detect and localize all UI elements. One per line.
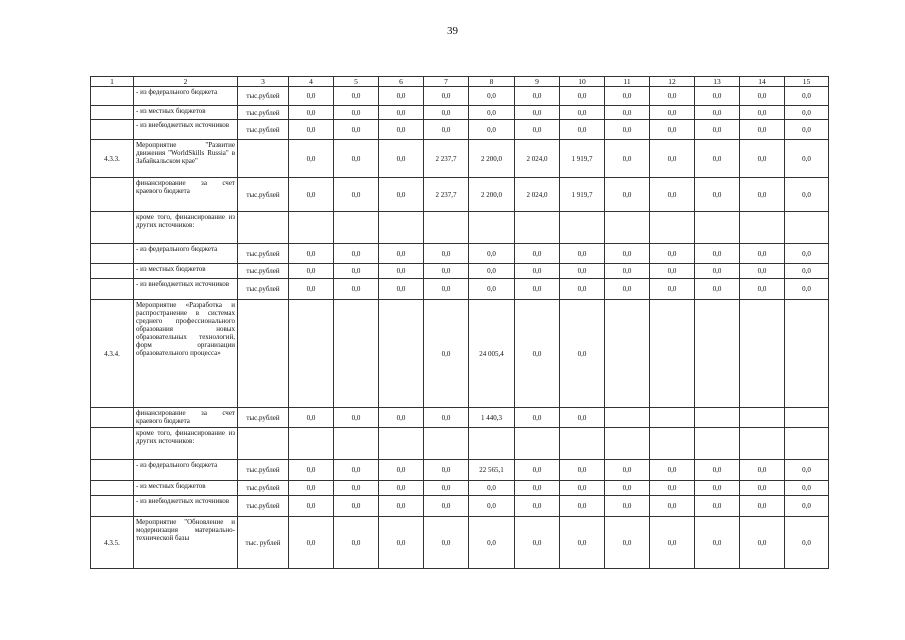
- column-header: 2: [134, 77, 238, 87]
- value-cell: [785, 428, 829, 460]
- value-cell: 0,0: [785, 517, 829, 569]
- value-cell: [469, 428, 515, 460]
- description-cell: - из местных бюджетов: [134, 264, 238, 279]
- value-cell: 0,0: [379, 496, 424, 517]
- value-cell: 0,0: [424, 481, 469, 496]
- value-cell: [289, 300, 334, 408]
- value-cell: 2 024,0: [515, 178, 560, 212]
- value-cell: 0,0: [605, 106, 650, 120]
- value-cell: 0,0: [740, 460, 785, 481]
- value-cell: 0,0: [515, 460, 560, 481]
- value-cell: 0,0: [379, 140, 424, 178]
- item-number-cell: [91, 496, 134, 517]
- value-cell: 0,0: [289, 496, 334, 517]
- value-cell: 0,0: [605, 264, 650, 279]
- value-cell: 0,0: [740, 106, 785, 120]
- value-cell: 0,0: [785, 481, 829, 496]
- value-cell: 0,0: [334, 140, 379, 178]
- value-cell: 0,0: [379, 408, 424, 428]
- value-cell: 0,0: [695, 120, 740, 140]
- value-cell: [469, 212, 515, 244]
- description-cell: - из местных бюджетов: [134, 106, 238, 120]
- description-cell: - из внебюджетных источников: [134, 496, 238, 517]
- value-cell: 0,0: [560, 460, 605, 481]
- value-cell: [695, 428, 740, 460]
- value-cell: 0,0: [605, 244, 650, 264]
- value-cell: 0,0: [560, 244, 605, 264]
- description-cell: Мероприятие «Разработка и распространение в системах среднего профессионального образования новых образовательных технологий, форм организации образовательного процесса»: [134, 300, 238, 408]
- unit-cell: [238, 428, 289, 460]
- table-row: [91, 264, 829, 279]
- value-cell: 0,0: [289, 106, 334, 120]
- item-number-cell: [91, 428, 134, 460]
- value-cell: 0,0: [560, 264, 605, 279]
- description-cell: кроме того, финансирование из других источников:: [134, 212, 238, 244]
- column-header: 12: [650, 77, 695, 87]
- value-cell: 0,0: [740, 496, 785, 517]
- value-cell: 0,0: [289, 264, 334, 279]
- value-cell: 0,0: [650, 517, 695, 569]
- value-cell: 24 005,4: [469, 300, 515, 408]
- value-cell: 0,0: [695, 279, 740, 300]
- description-cell: - из внебюджетных источников: [134, 279, 238, 300]
- value-cell: 0,0: [379, 120, 424, 140]
- table-row: [91, 517, 829, 569]
- unit-cell: тыс.рублей: [238, 496, 289, 517]
- table-row: [91, 212, 829, 244]
- value-cell: 0,0: [334, 279, 379, 300]
- item-number-cell: [91, 460, 134, 481]
- value-cell: [785, 212, 829, 244]
- value-cell: 0,0: [650, 279, 695, 300]
- value-cell: 0,0: [650, 106, 695, 120]
- value-cell: [785, 408, 829, 428]
- value-cell: 0,0: [289, 517, 334, 569]
- value-cell: 0,0: [740, 517, 785, 569]
- value-cell: [560, 212, 605, 244]
- column-header: 8: [469, 77, 515, 87]
- column-header: 4: [289, 77, 334, 87]
- value-cell: 0,0: [695, 460, 740, 481]
- value-cell: 0,0: [515, 517, 560, 569]
- value-cell: 0,0: [469, 279, 515, 300]
- value-cell: 0,0: [695, 87, 740, 106]
- value-cell: [695, 408, 740, 428]
- value-cell: 0,0: [334, 460, 379, 481]
- budget-table: [90, 76, 829, 569]
- value-cell: [424, 212, 469, 244]
- value-cell: 0,0: [289, 460, 334, 481]
- value-cell: [560, 428, 605, 460]
- value-cell: 0,0: [785, 244, 829, 264]
- value-cell: 0,0: [515, 87, 560, 106]
- value-cell: 0,0: [605, 517, 650, 569]
- value-cell: 2 237,7: [424, 140, 469, 178]
- table-row: [91, 496, 829, 517]
- value-cell: 0,0: [379, 264, 424, 279]
- table-row: [91, 120, 829, 140]
- value-cell: 0,0: [785, 264, 829, 279]
- value-cell: 0,0: [785, 140, 829, 178]
- value-cell: [740, 428, 785, 460]
- value-cell: 0,0: [334, 496, 379, 517]
- value-cell: 0,0: [334, 517, 379, 569]
- column-header: 9: [515, 77, 560, 87]
- value-cell: 0,0: [469, 87, 515, 106]
- table-row: [91, 460, 829, 481]
- value-cell: 0,0: [334, 481, 379, 496]
- value-cell: [379, 212, 424, 244]
- value-cell: 0,0: [560, 300, 605, 408]
- value-cell: [334, 300, 379, 408]
- unit-cell: [238, 140, 289, 178]
- value-cell: [650, 408, 695, 428]
- value-cell: [289, 212, 334, 244]
- value-cell: 0,0: [650, 87, 695, 106]
- value-cell: [650, 300, 695, 408]
- value-cell: 0,0: [740, 481, 785, 496]
- value-cell: 0,0: [695, 140, 740, 178]
- value-cell: 0,0: [605, 481, 650, 496]
- value-cell: 2 237,7: [424, 178, 469, 212]
- value-cell: 0,0: [289, 244, 334, 264]
- value-cell: 0,0: [379, 460, 424, 481]
- description-cell: Мероприятие "Развитие движения "WorldSkills Russia" в Забайкальском крае": [134, 140, 238, 178]
- value-cell: [695, 212, 740, 244]
- value-cell: 0,0: [334, 408, 379, 428]
- table-row: [91, 87, 829, 106]
- description-cell: - из федерального бюджета: [134, 244, 238, 264]
- value-cell: 0,0: [785, 279, 829, 300]
- value-cell: 0,0: [785, 106, 829, 120]
- value-cell: 0,0: [605, 496, 650, 517]
- value-cell: 0,0: [695, 244, 740, 264]
- description-cell: - из внебюджетных источников: [134, 120, 238, 140]
- value-cell: 0,0: [289, 481, 334, 496]
- value-cell: 0,0: [695, 517, 740, 569]
- value-cell: 0,0: [785, 120, 829, 140]
- value-cell: 0,0: [469, 120, 515, 140]
- column-header: 5: [334, 77, 379, 87]
- value-cell: 0,0: [515, 120, 560, 140]
- value-cell: 0,0: [605, 140, 650, 178]
- value-cell: 0,0: [740, 120, 785, 140]
- value-cell: [334, 428, 379, 460]
- value-cell: 0,0: [424, 460, 469, 481]
- value-cell: 0,0: [695, 106, 740, 120]
- column-header: 14: [740, 77, 785, 87]
- value-cell: 0,0: [379, 279, 424, 300]
- value-cell: [379, 428, 424, 460]
- value-cell: 0,0: [469, 517, 515, 569]
- value-cell: 0,0: [740, 87, 785, 106]
- value-cell: 0,0: [424, 244, 469, 264]
- value-cell: 0,0: [740, 264, 785, 279]
- value-cell: [740, 212, 785, 244]
- value-cell: 0,0: [289, 87, 334, 106]
- value-cell: 0,0: [469, 244, 515, 264]
- item-number-cell: [91, 264, 134, 279]
- value-cell: 0,0: [785, 178, 829, 212]
- value-cell: [605, 212, 650, 244]
- value-cell: 0,0: [424, 264, 469, 279]
- item-number-cell: [91, 87, 134, 106]
- table-row: [91, 106, 829, 120]
- value-cell: 0,0: [650, 120, 695, 140]
- value-cell: 0,0: [334, 106, 379, 120]
- item-number-cell: [91, 279, 134, 300]
- unit-cell: тыс. рублей: [238, 517, 289, 569]
- value-cell: 2 200,0: [469, 178, 515, 212]
- column-header: 15: [785, 77, 829, 87]
- value-cell: 0,0: [605, 460, 650, 481]
- value-cell: 0,0: [605, 178, 650, 212]
- value-cell: 0,0: [334, 178, 379, 212]
- value-cell: 0,0: [560, 481, 605, 496]
- value-cell: 0,0: [515, 408, 560, 428]
- value-cell: [650, 212, 695, 244]
- item-number-cell: [91, 244, 134, 264]
- value-cell: [289, 428, 334, 460]
- item-number-cell: 4.3.3.: [91, 140, 134, 178]
- unit-cell: [238, 300, 289, 408]
- value-cell: 0,0: [515, 481, 560, 496]
- value-cell: 0,0: [785, 87, 829, 106]
- value-cell: [650, 428, 695, 460]
- value-cell: 0,0: [560, 106, 605, 120]
- unit-cell: тыс.рублей: [238, 279, 289, 300]
- value-cell: [334, 212, 379, 244]
- value-cell: 0,0: [560, 120, 605, 140]
- value-cell: 0,0: [334, 244, 379, 264]
- value-cell: 0,0: [334, 120, 379, 140]
- value-cell: 0,0: [650, 140, 695, 178]
- value-cell: 0,0: [469, 106, 515, 120]
- unit-cell: тыс.рублей: [238, 264, 289, 279]
- value-cell: [424, 428, 469, 460]
- description-cell: - из местных бюджетов: [134, 481, 238, 496]
- unit-cell: тыс.рублей: [238, 106, 289, 120]
- value-cell: 0,0: [515, 279, 560, 300]
- value-cell: 0,0: [424, 279, 469, 300]
- value-cell: 0,0: [785, 496, 829, 517]
- item-number-cell: [91, 481, 134, 496]
- value-cell: 0,0: [424, 120, 469, 140]
- column-header: 10: [560, 77, 605, 87]
- value-cell: 0,0: [379, 517, 424, 569]
- value-cell: 0,0: [515, 106, 560, 120]
- value-cell: 0,0: [515, 264, 560, 279]
- value-cell: 0,0: [515, 300, 560, 408]
- value-cell: [605, 428, 650, 460]
- value-cell: 0,0: [560, 496, 605, 517]
- value-cell: 0,0: [379, 106, 424, 120]
- column-header: 13: [695, 77, 740, 87]
- value-cell: 0,0: [560, 517, 605, 569]
- value-cell: 0,0: [289, 140, 334, 178]
- value-cell: 0,0: [469, 264, 515, 279]
- item-number-cell: 4.3.5.: [91, 517, 134, 569]
- value-cell: 0,0: [424, 517, 469, 569]
- value-cell: 1 440,3: [469, 408, 515, 428]
- column-header: 6: [379, 77, 424, 87]
- unit-cell: [238, 212, 289, 244]
- value-cell: 1 919,7: [560, 140, 605, 178]
- value-cell: 0,0: [740, 140, 785, 178]
- value-cell: 0,0: [424, 300, 469, 408]
- value-cell: 0,0: [605, 279, 650, 300]
- unit-cell: тыс.рублей: [238, 244, 289, 264]
- value-cell: [605, 408, 650, 428]
- column-header: 1: [91, 77, 134, 87]
- table-row: [91, 408, 829, 428]
- description-cell: - из федерального бюджета: [134, 87, 238, 106]
- value-cell: 2 200,0: [469, 140, 515, 178]
- page-number: 39: [447, 25, 458, 37]
- value-cell: 2 024,0: [515, 140, 560, 178]
- value-cell: 0,0: [469, 496, 515, 517]
- value-cell: 0,0: [379, 178, 424, 212]
- value-cell: 0,0: [695, 496, 740, 517]
- value-cell: 0,0: [379, 481, 424, 496]
- value-cell: 0,0: [650, 178, 695, 212]
- value-cell: 0,0: [424, 87, 469, 106]
- item-number-cell: [91, 178, 134, 212]
- value-cell: 0,0: [740, 279, 785, 300]
- value-cell: 0,0: [424, 496, 469, 517]
- item-number-cell: [91, 106, 134, 120]
- column-header: 7: [424, 77, 469, 87]
- description-cell: кроме того, финансирование из других источников:: [134, 428, 238, 460]
- table-header-row: [91, 77, 829, 87]
- value-cell: 0,0: [695, 481, 740, 496]
- unit-cell: тыс.рублей: [238, 481, 289, 496]
- value-cell: 0,0: [289, 279, 334, 300]
- unit-cell: тыс.рублей: [238, 408, 289, 428]
- value-cell: [695, 300, 740, 408]
- item-number-cell: [91, 408, 134, 428]
- table-row: [91, 300, 829, 408]
- unit-cell: тыс.рублей: [238, 178, 289, 212]
- value-cell: 0,0: [605, 87, 650, 106]
- value-cell: [515, 212, 560, 244]
- value-cell: 0,0: [515, 496, 560, 517]
- value-cell: 0,0: [289, 120, 334, 140]
- value-cell: 0,0: [785, 460, 829, 481]
- description-cell: - из федерального бюджета: [134, 460, 238, 481]
- column-header: 11: [605, 77, 650, 87]
- value-cell: 0,0: [334, 87, 379, 106]
- value-cell: 0,0: [469, 481, 515, 496]
- value-cell: 22 565,1: [469, 460, 515, 481]
- column-header: 3: [238, 77, 289, 87]
- table-row: [91, 279, 829, 300]
- value-cell: [740, 300, 785, 408]
- table-row: [91, 178, 829, 212]
- value-cell: [515, 428, 560, 460]
- value-cell: 1 919,7: [560, 178, 605, 212]
- value-cell: 0,0: [695, 264, 740, 279]
- value-cell: 0,0: [289, 408, 334, 428]
- table-row: [91, 244, 829, 264]
- value-cell: 0,0: [560, 87, 605, 106]
- value-cell: 0,0: [740, 244, 785, 264]
- table-row: [91, 428, 829, 460]
- value-cell: 0,0: [650, 496, 695, 517]
- value-cell: 0,0: [379, 87, 424, 106]
- unit-cell: тыс.рублей: [238, 87, 289, 106]
- unit-cell: тыс.рублей: [238, 120, 289, 140]
- value-cell: 0,0: [695, 178, 740, 212]
- value-cell: [605, 300, 650, 408]
- item-number-cell: [91, 120, 134, 140]
- value-cell: 0,0: [650, 244, 695, 264]
- value-cell: 0,0: [289, 178, 334, 212]
- value-cell: [379, 300, 424, 408]
- value-cell: 0,0: [650, 264, 695, 279]
- value-cell: 0,0: [379, 244, 424, 264]
- value-cell: 0,0: [560, 408, 605, 428]
- description-cell: финансирование за счет краевого бюджета: [134, 178, 238, 212]
- value-cell: 0,0: [334, 264, 379, 279]
- value-cell: 0,0: [515, 244, 560, 264]
- table-row: [91, 481, 829, 496]
- item-number-cell: [91, 212, 134, 244]
- unit-cell: тыс.рублей: [238, 460, 289, 481]
- value-cell: 0,0: [650, 481, 695, 496]
- table-row: [91, 140, 829, 178]
- value-cell: 0,0: [740, 178, 785, 212]
- value-cell: 0,0: [560, 279, 605, 300]
- value-cell: [785, 300, 829, 408]
- value-cell: 0,0: [650, 460, 695, 481]
- item-number-cell: 4.3.4.: [91, 300, 134, 408]
- value-cell: 0,0: [424, 106, 469, 120]
- value-cell: 0,0: [605, 120, 650, 140]
- value-cell: 0,0: [424, 408, 469, 428]
- value-cell: [740, 408, 785, 428]
- description-cell: Мероприятие "Обновление и модернизация материально-технической базы: [134, 517, 238, 569]
- description-cell: финансирование за счет краевого бюджета: [134, 408, 238, 428]
